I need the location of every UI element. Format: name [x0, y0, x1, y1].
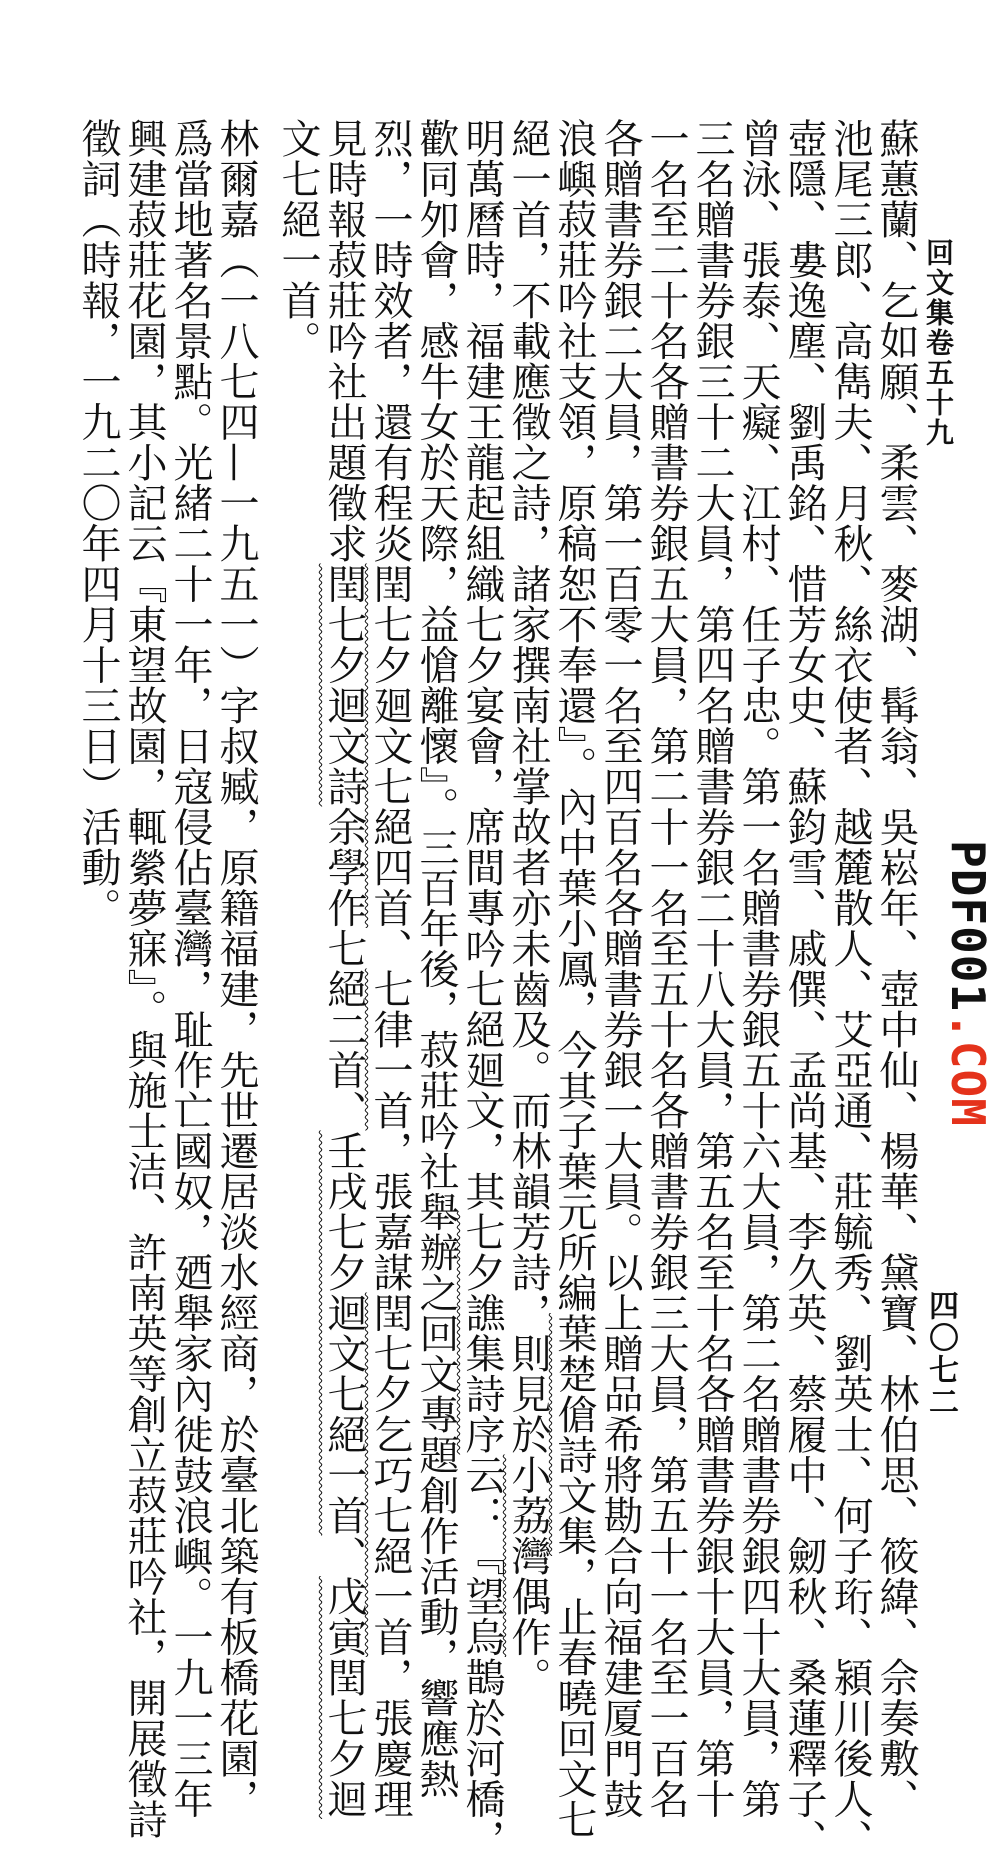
text-column-13 — [321, 118, 367, 1819]
preface-title-marked: 七夕譙集詩序 — [459, 1211, 505, 1455]
text-column-11: 歡同夘會，感牛女於天際，益愴離懷』。三百年後，菽莊吟社舉辦之回文專題創作活動，響應熱 — [413, 118, 459, 1799]
watermark-suffix: .COM — [941, 1012, 995, 1127]
column-12-sep: 、 — [367, 928, 413, 969]
text-column-4: 曾泳、張泰、天癡、江村、任子忠。第一名贈書券銀五十六大員，第二名贈書券銀四十大員，第 — [735, 118, 781, 1819]
column-10-text: 明萬曆時，福建王龍起組織七夕宴會，席間專吟七絕廻文，其 — [459, 118, 505, 1212]
column-12-text-2: ，張嘉謀 — [367, 1130, 413, 1293]
book-title-marked: 葉楚傖詩文集 — [551, 1313, 597, 1556]
column-8-tail: ，止春曉回文七 — [551, 1556, 597, 1840]
text-column-17 — [121, 118, 167, 1840]
column-10-tail: 云：『望烏鵲於河橋， — [459, 1454, 505, 1860]
column-12-text-3: ，張慶理 — [367, 1657, 413, 1819]
text-column-6: 一名至二十名各贈書券銀五大員，第二十一名至五十名各贈書券銀三大員，第五十一名至一百名 — [643, 118, 689, 1819]
text-column-2: 池尾三郎、高雋夫、月秋、絲衣使者、越麓散人、艾亞通、莊毓秀、劉英士、何子珩、潁川後人、 — [827, 118, 873, 1860]
column-9-tail: 。 — [505, 1657, 551, 1698]
text-column-14: 文七絕一首。 — [275, 118, 321, 361]
text-column-7: 各贈書券銀二大員，第一百零一名至四百名各贈書券銀一大員。以上贈品希將勘合向福建厦門鼓 — [597, 118, 643, 1819]
running-header-title: 回文集卷五十九 — [922, 238, 955, 448]
column-8-text: 浪嶼菽莊吟社支領，原稿恕不奉還』。內中葉小鳳，今其子葉元所編 — [551, 118, 597, 1313]
column-13-text: 見時報菽莊吟社出題徵求 — [321, 118, 367, 564]
watermark-logo — [936, 840, 996, 1127]
text-column-10 — [459, 118, 505, 1860]
column-12-text: 烈，一時效者，還有程炎 — [367, 118, 413, 564]
text-column-3: 壺隱、婁逸塵、劉禹銘、惜芳女史、蘇鈞雪、戚僎、孟尚基、李久英、蔡履中、劒秋、桑蓮釋子、 — [781, 118, 827, 1860]
column-13-text-2: 余學作七絕二首、 — [321, 806, 367, 1131]
work-title-marked: 閏七夕廻文七絕四首 — [367, 563, 413, 928]
work-title-marked: 閏七夕迴文詩 — [321, 563, 367, 807]
quotation-marked: 『東望故園，輒縈夢寐』 — [121, 563, 167, 989]
body-text — [58, 118, 919, 1860]
text-column-12 — [367, 118, 413, 1819]
text-column-5: 三名贈書券銀三十二大員，第四名贈書券銀二十八大員，第五名至十名各贈書券銀十大員，第十 — [689, 118, 735, 1819]
text-column-1: 蘇蕙蘭、乞如願、柔雲、麥湖、髯翁、吳崧年、壺中仙、楊華、黛寶、林伯思、筱緯、佘奏敷、 — [873, 118, 919, 1819]
work-title-marked: 戊寅閏七夕迴 — [321, 1576, 367, 1819]
text-column-9 — [505, 118, 551, 1698]
column-17-tail: 。與施士洁、許南英等創立菽莊吟社，開展徵詩 — [121, 989, 167, 1840]
poem-title-marked: 小荔灣偶作 — [505, 1454, 551, 1657]
column-13-sep: 、 — [321, 1535, 367, 1576]
text-column-16: 爲當地著名景點。光緒二十一年，日寇侵佔臺灣，耻作亡國奴，廼舉家內徙鼓浪嶼。一九一三年 — [167, 118, 213, 1819]
work-title-marked: 壬戌七夕迴文七絕一首 — [321, 1130, 367, 1536]
column-9-text: 絕一首，不載應徵之詩，諸家撰南社掌故者亦未齒及。而林韻芳詩，則見於 — [505, 118, 551, 1455]
work-title-marked: 七律一首 — [367, 968, 413, 1131]
text-column-15: 林爾嘉（一八七四—一九五一）字叔臧，原籍福建，先世遷居淡水經商，於臺北築有板橋花園， — [213, 118, 259, 1819]
text-column-18: 徵詞（時報，一九二〇年四月十三日）活動。 — [75, 118, 121, 928]
text-column-8 — [551, 118, 597, 1840]
column-17-text: 興建菽莊花園，其小記云 — [121, 118, 167, 564]
watermark-brand: PDF001 — [941, 840, 995, 1013]
page-number: 四〇七二 — [923, 1290, 958, 1418]
work-title-marked: 閏七夕乞巧七絕一首 — [367, 1292, 413, 1657]
